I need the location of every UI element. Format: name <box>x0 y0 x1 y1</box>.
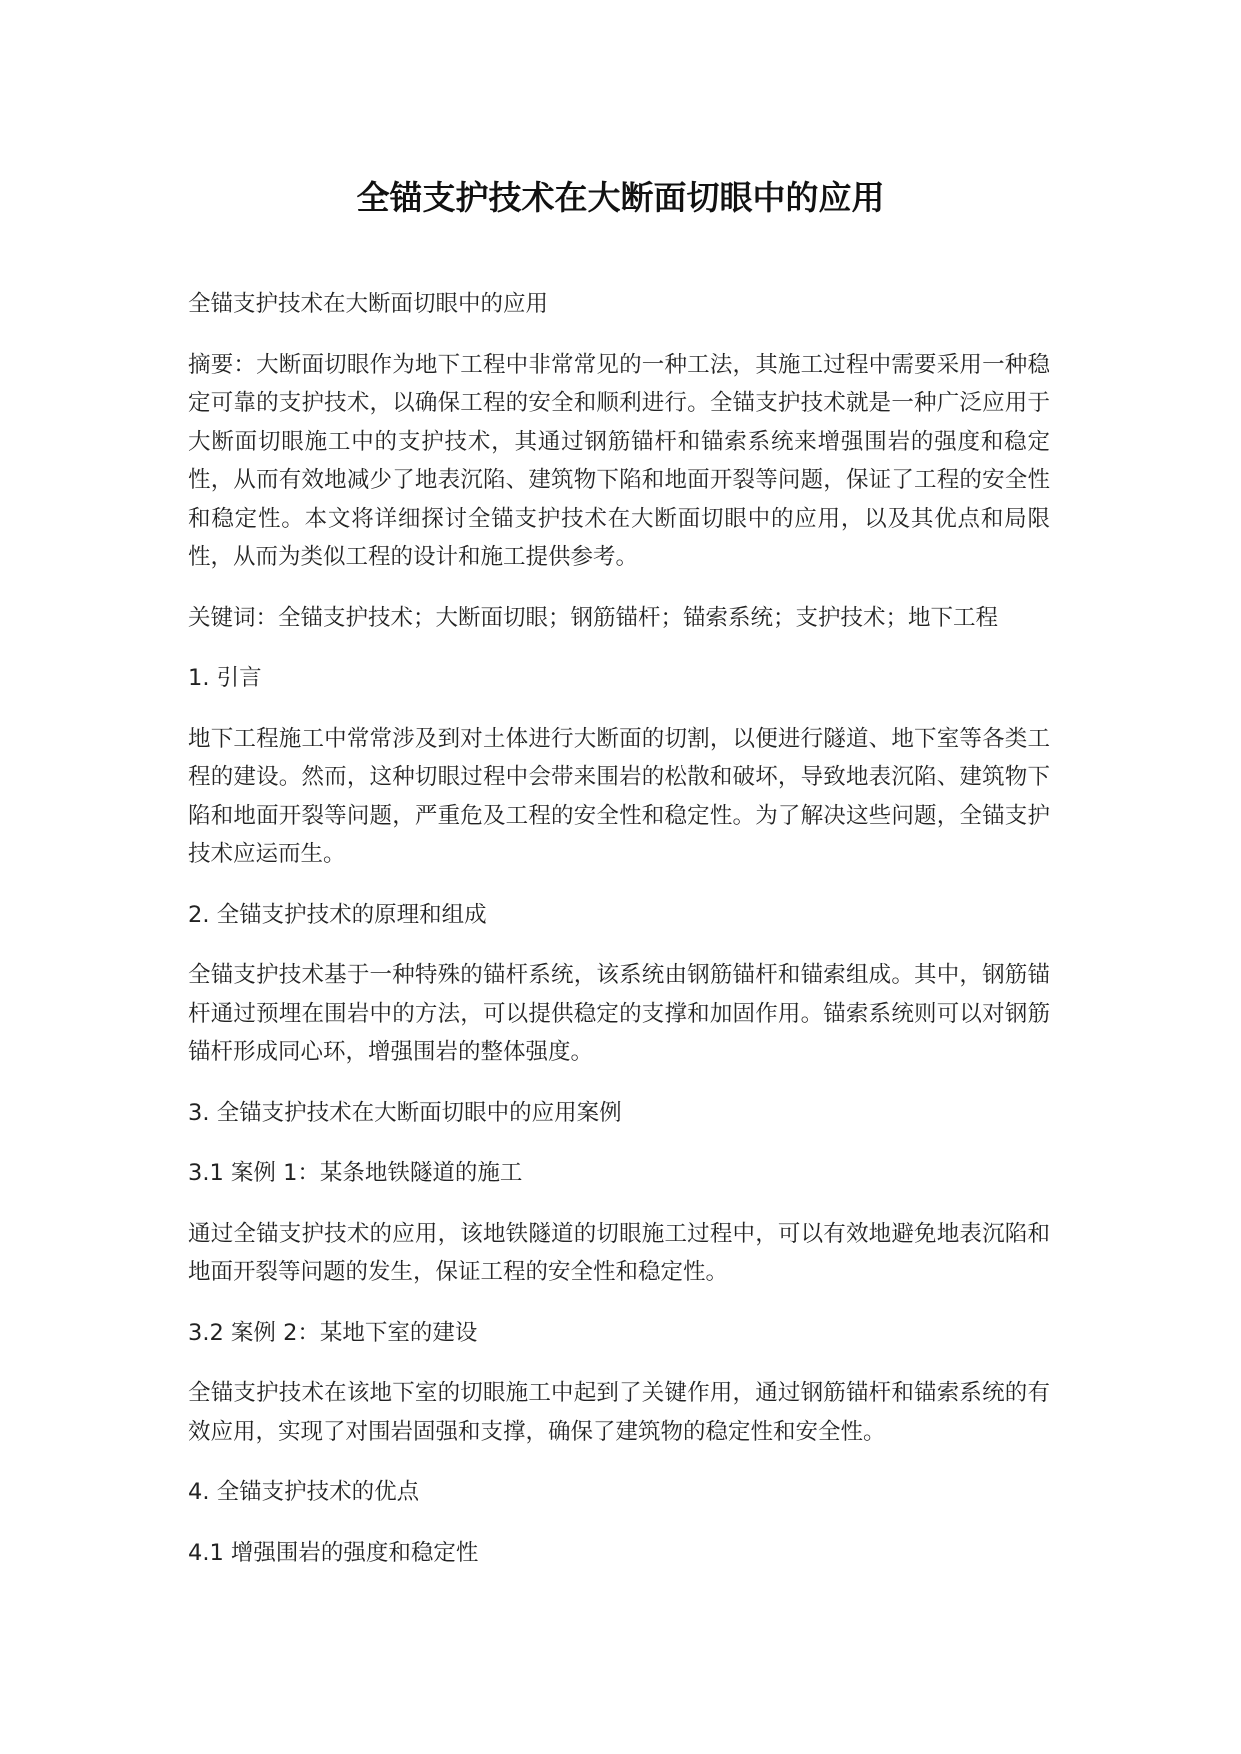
body-paragraph: 全锚支护技术基于一种特殊的锚杆系统，该系统由钢筋锚杆和锚索组成。其中，钢筋锚杆通过预埋在围岩中的方法，可以提供稳定的支撑和加固作用。锚索系统则可以对钢筋锚杆形成同心环，增强围岩的整体强度。 <box>188 962 1050 1065</box>
body-paragraph: 全锚支护技术在该地下室的切眼施工中起到了关键作用，通过钢筋锚杆和锚索系统的有效应用，实现了对围岩固强和支撑，确保了建筑物的稳定性和安全性。 <box>188 1380 1050 1445</box>
section-heading-3: 3. 全锚支护技术在大断面切眼中的应用案例 <box>188 1099 622 1126</box>
subsection-heading-3-1: 3.1 案例 1：某条地铁隧道的施工 <box>188 1160 523 1186</box>
section-heading-4: 4. 全锚支护技术的优点 <box>188 1479 420 1505</box>
document-body <box>188 285 1050 1594</box>
keywords-paragraph: 关键词：全锚支护技术；大断面切眼；钢筋锚杆；锚索系统；支护技术；地下工程 <box>188 604 999 631</box>
subtitle-paragraph: 全锚支护技术在大断面切眼中的应用 <box>188 291 549 317</box>
section-heading-1: 1. 引言 <box>188 665 262 691</box>
document-title: 全锚支护技术在大断面切眼中的应用 <box>356 178 885 217</box>
subsection-heading-4-1: 4.1 增强围岩的强度和稳定性 <box>188 1539 479 1566</box>
body-paragraph: 通过全锚支护技术的应用，该地铁隧道的切眼施工过程中，可以有效地避免地表沉陷和地面开裂等问题的发生，保证工程的安全性和稳定性。 <box>188 1220 1050 1285</box>
subsection-heading-3-2: 3.2 案例 2：某地下室的建设 <box>188 1319 478 1346</box>
section-heading-2: 2. 全锚支护技术的原理和组成 <box>188 901 487 928</box>
body-paragraph: 地下工程施工中常常涉及到对土体进行大断面的切割，以便进行隧道、地下室等各类工程的建设。然而，这种切眼过程中会带来围岩的松散和破坏，导致地表沉陷、建筑物下陷和地面开裂等问题，严重危及工程的安全性和稳定性。为了解决这些问题，全锚支护技术应运而生。 <box>188 725 1050 867</box>
abstract-paragraph: 摘要：大断面切眼作为地下工程中非常常见的一种工法，其施工过程中需要采用一种稳定可靠的支护技术，以确保工程的安全和顺利进行。全锚支护技术就是一种广泛应用于大断面切眼施工中的支护技术，其通过钢筋锚杆和锚索系统来增强围岩的强度和稳定性，从而有效地减少了地表沉陷、建筑物下陷和地面开裂等问题，保证了工程的安全性和稳定性。本文将详细探讨全锚支护技术在大断面切眼中的应用，以及其优点和局限性，从而为类似工程的设计和施工提供参考。 <box>188 351 1050 570</box>
